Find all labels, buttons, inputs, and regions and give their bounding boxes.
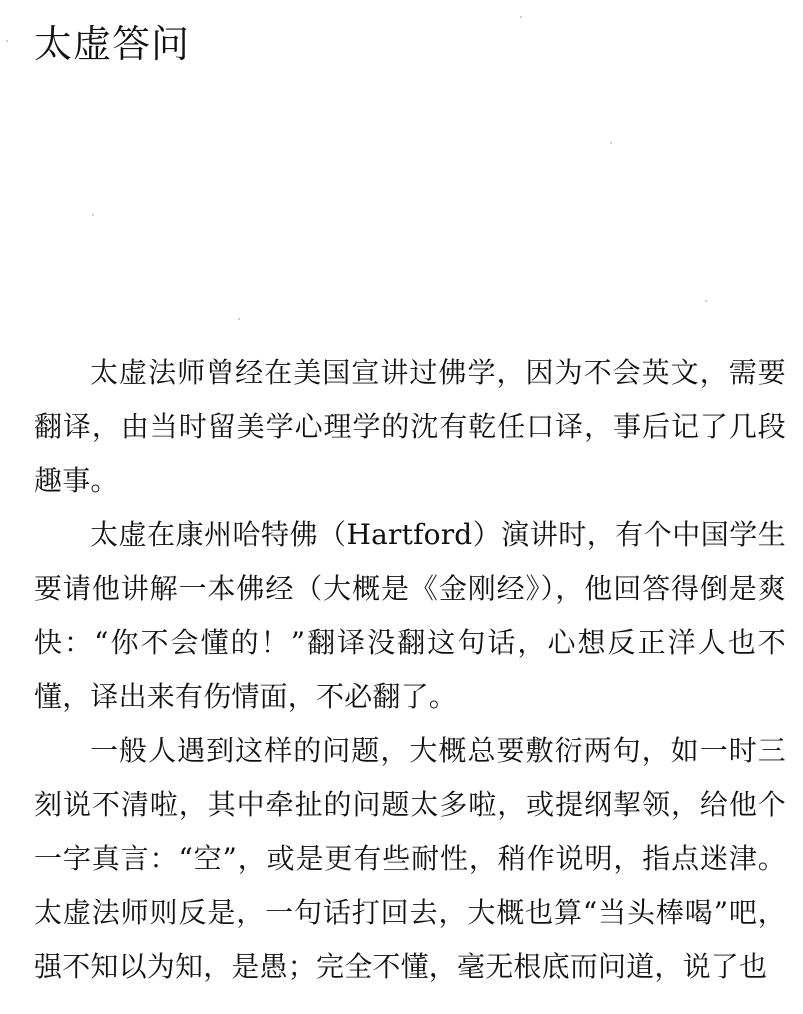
scan-speck bbox=[238, 318, 240, 320]
scan-speck bbox=[705, 300, 707, 302]
article-body bbox=[34, 346, 786, 994]
paragraph-1: 太虚法师曾经在美国宣讲过佛学，因为不会英文，需要翻译，由当时留美学心理学的沈有乾任口译，事后记了几段趣事。 bbox=[34, 356, 786, 497]
page-title: 太虚答问 bbox=[34, 22, 191, 66]
scan-speck bbox=[520, 16, 522, 18]
scan-speck bbox=[6, 40, 8, 42]
scan-speck bbox=[610, 142, 612, 144]
scan-speck bbox=[92, 214, 94, 216]
paragraph-3: 一般人遇到这样的问题，大概总要敷衍两句，如一时三刻说不清啦，其中牵扯的问题太多啦，或提纲挈领，给他个一字真言：“空”，或是更有些耐性，稍作说明，指点迷津。太虚法师则反是，一句话打回去，大概也算“当头棒喝”吧，强不知以为知，是愚；完全不懂，毫无根底而问道，说了也 bbox=[34, 734, 786, 983]
paragraph-2: 太虚在康州哈特佛（Hartford）演讲时，有个中国学生要请他讲解一本佛经（大概是《金刚经》），他回答得倒是爽快：“你不会懂的！”翻译没翻这句话，心想反正洋人也不懂，译出来有伤情面，不必翻了。 bbox=[34, 518, 786, 713]
